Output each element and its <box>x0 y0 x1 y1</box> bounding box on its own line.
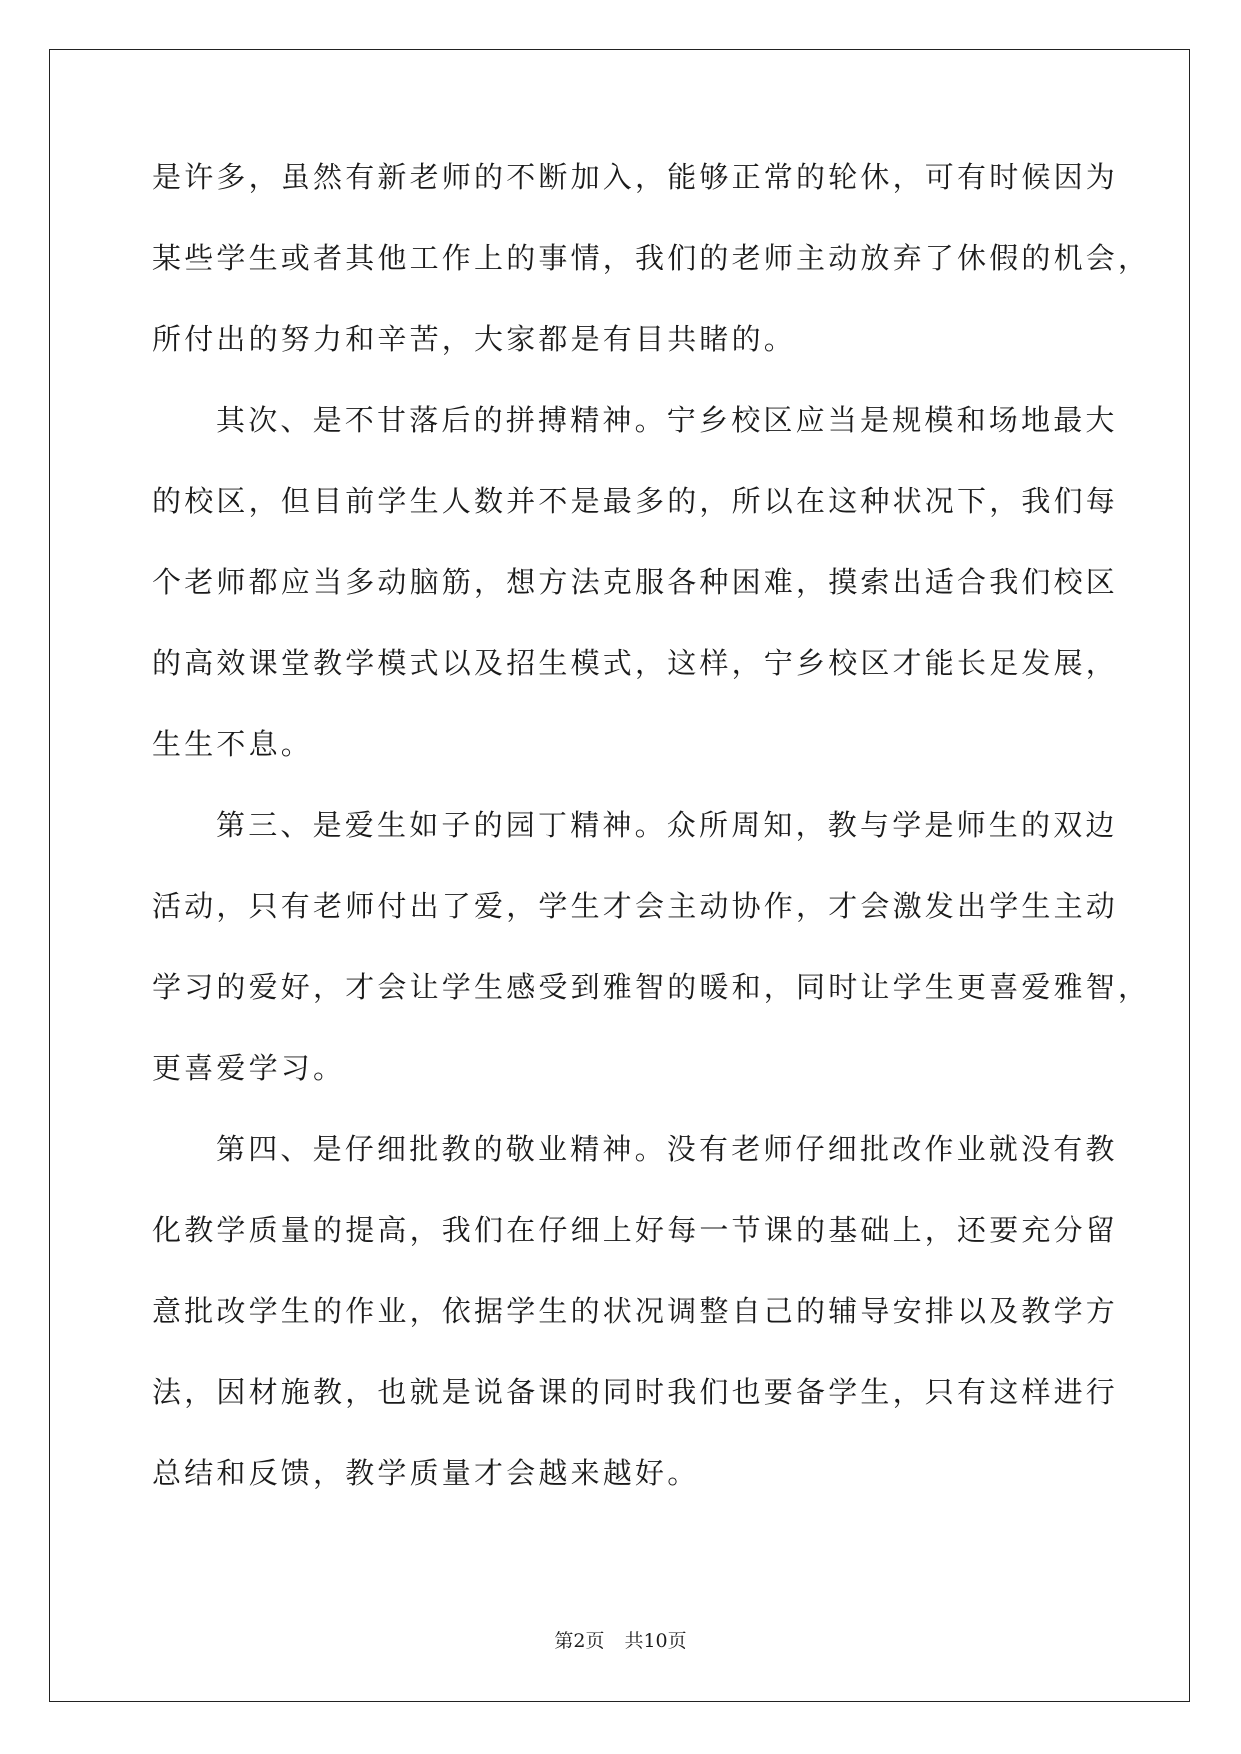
text-line: 生生不息。 <box>152 727 314 761</box>
page-total: 共10页 <box>624 1630 687 1652</box>
text-line: 是许多，虽然有新老师的不断加入，能够正常的轮休，可有时候因为 <box>152 160 1119 194</box>
text-line: 第三、是爱生如子的园丁精神。众所周知，教与学是师生的双边 <box>216 808 1118 842</box>
text-line: 第四、是仔细批教的敬业精神。没有老师仔细批改作业就没有教 <box>216 1132 1118 1166</box>
text-line: 意批改学生的作业，依据学生的状况调整自己的辅导安排以及教学方 <box>152 1294 1119 1328</box>
page-number: 第2页 <box>554 1630 605 1652</box>
text-line: 化教学质量的提高，我们在仔细上好每一节课的基础上，还要充分留 <box>152 1213 1119 1247</box>
text-line: 活动，只有老师付出了爱，学生才会主动协作，才会激发出学生主动 <box>152 889 1119 923</box>
text-line: 其次、是不甘落后的拼搏精神。宁乡校区应当是规模和场地最大 <box>216 403 1118 437</box>
text-line: 更喜爱学习。 <box>152 1051 346 1085</box>
text-line: 所付出的努力和辛苦，大家都是有目共睹的。 <box>152 322 797 356</box>
text-line: 的高效课堂教学模式以及招生模式，这样，宁乡校区才能长足发展， <box>152 646 1119 680</box>
page-footer <box>0 1626 1241 1653</box>
text-line: 学习的爱好，才会让学生感受到雅智的暖和，同时让学生更喜爱雅智， <box>152 970 1151 1004</box>
text-line: 某些学生或者其他工作上的事情，我们的老师主动放弃了休假的机会， <box>152 241 1151 275</box>
text-line: 法，因材施教，也就是说备课的同时我们也要备学生，只有这样进行 <box>152 1375 1119 1409</box>
document-body <box>152 160 1151 1537</box>
text-line: 总结和反馈，教学质量才会越来越好。 <box>152 1456 700 1490</box>
text-line: 的校区，但目前学生人数并不是最多的，所以在这种状况下，我们每 <box>152 484 1119 518</box>
text-line: 个老师都应当多动脑筋，想方法克服各种困难，摸索出适合我们校区 <box>152 565 1119 599</box>
